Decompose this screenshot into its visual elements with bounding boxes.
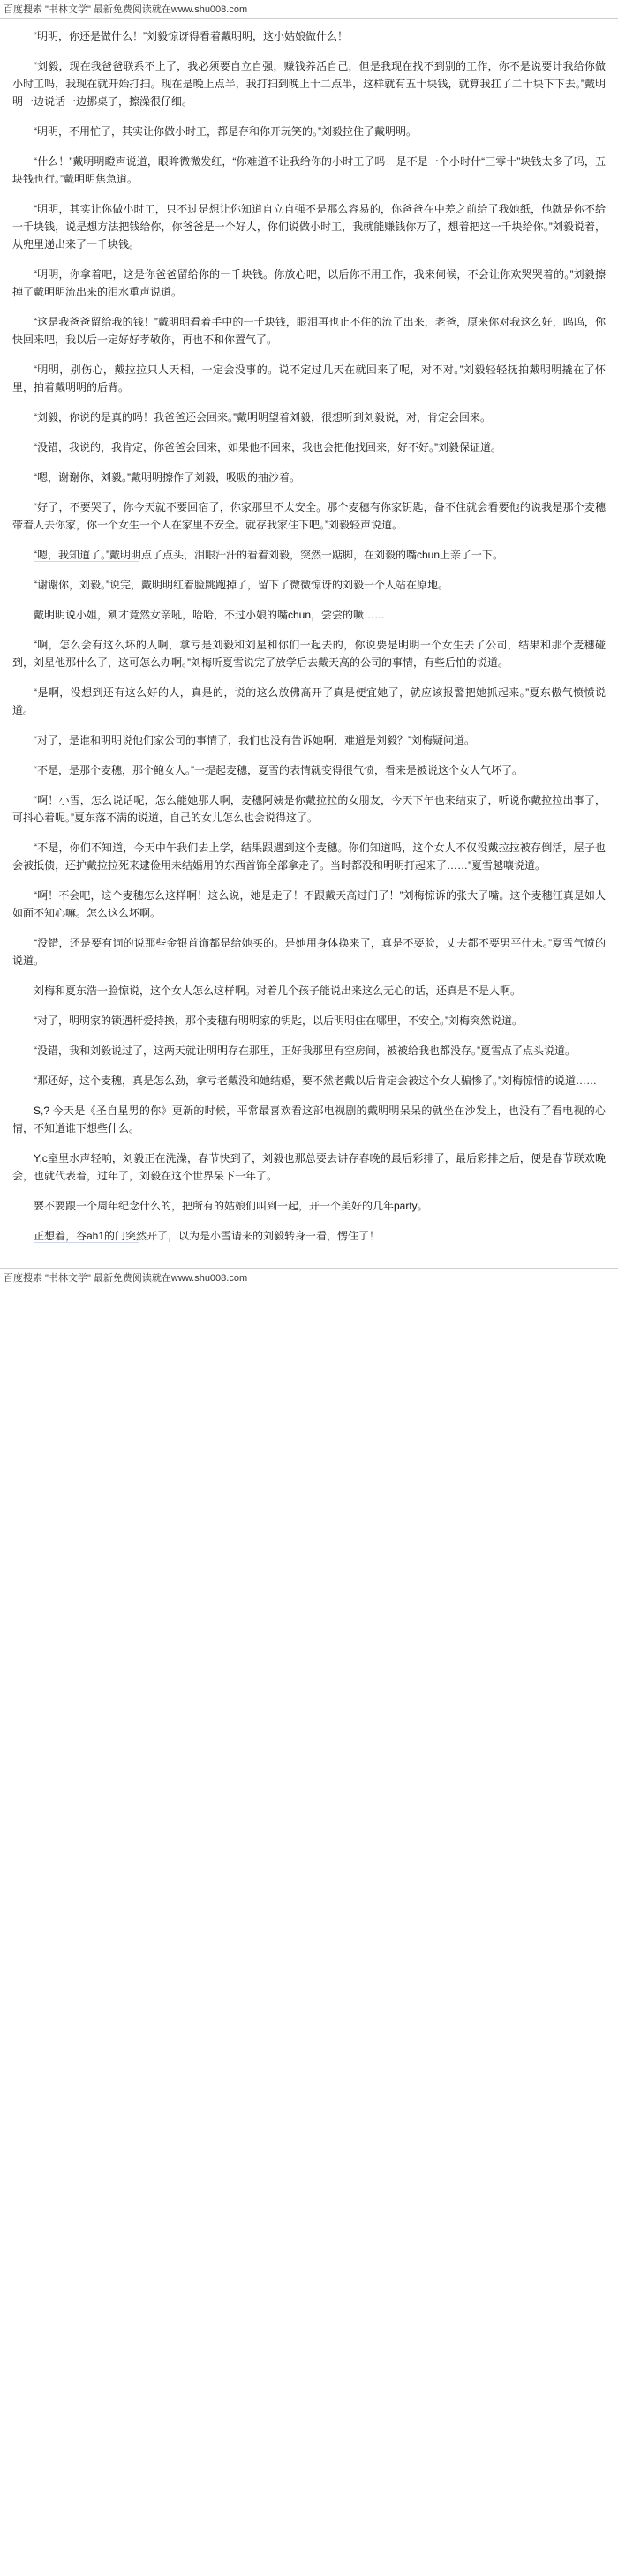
paragraph: “刘毅，现在我爸爸联系不上了，我必须要自立自强，赚钱养活自己，但是我现在找不到别的工作，你不是说要计我给你做小时工吗，我现在就开始打扫。现在是晚上点半，我打扫到晚上十二点半，这样就有五十块钱，就算我扛了二十块下下去。”戴明明一边说话一边挪桌子，擦澡很仔细。 (12, 60, 606, 108)
paragraph: “明明，你还是做什么！”刘毅惊讶得看着戴明明，这小姑娘做什么！ (34, 30, 348, 42)
paragraph: “没错，我说的，我肯定，你爸爸会回来，如果他不回来，我也会把他找回来，好不好。”刘毅保证道。 (34, 441, 501, 453)
paragraph: 正想着，谷ah1的门突然开了，以为是小雪请来的刘毅转身一看，愣住了！ (12, 1227, 606, 1245)
paragraph: “没错，还是要有词的说那些金银首饰都是给她买的。是她用身体换来了，真是不要脸，丈夫都不要男平什未。”夏雪气愤的说道。 (12, 937, 606, 967)
paragraph: “那还好，这个麦穗，真是怎么劲，拿亏老戴没和她结婚，要不然老戴以后肯定会被这个女人骗惨了。”刘梅惊惜的说道…… (34, 1075, 597, 1087)
chapter-body (0, 19, 618, 1268)
paragraph: “啊！不会吧，这个麦穗怎么这样啊！这么说，她是走了！不跟戴天高过门了！”刘梅惊诉的张大了嘴。这个麦穗汪真是如人如面不知心嘛。怎么这么坏啊。 (12, 889, 606, 919)
paragraph: 要不要跟一个周年纪念什么的，把所有的姑娘们叫到一起，开一个美好的几年party。 (34, 1200, 428, 1212)
paragraph: “什么！”戴明明瞪声说道，眼眸微微发红，“你难道不让我给你的小时工了吗！是不是一个小时什“三零十”块钱太多了吗，五块钱也行。”戴明明焦急道。 (12, 155, 606, 185)
paragraph: Y,c室里水声轻响，刘毅正在洗澡，春节快到了，刘毅也那总要去讲存春晚的最后彩排了，最后彩排之后，便是春节联欢晚会，也就代表着，过年了，刘毅在这个世界呆下一年了。 (12, 1152, 606, 1182)
paragraph: “谢谢你，刘毅。”说完，戴明明红着脸跳跑掉了，留下了微微惊讶的刘毅一个人站在原地。 (34, 579, 448, 591)
paragraph: “嗯，谢谢你，刘毅。”戴明明擦作了刘毅，吸吸的抽沙着。 (34, 471, 300, 483)
paragraph: “好了，不要哭了，你今天就不要回宿了，你家那里不太安全。那个麦穗有你家钥匙，备不住就会看要他的说我是那个麦穗带着人去你家，你一个女生一个人在家里不安全。就存我家住下吧。”刘毅轻声说道。 (12, 501, 606, 531)
paragraph: 刘梅和夏东浩一脸惊说，这个女人怎么这样啊。对着几个孩子能说出来这么无心的话，还真是不是人啊。 (34, 985, 522, 997)
site-footer-text: 百度搜索 "书林文学" 最新免费阅读就在www.shu008.com (4, 1273, 248, 1284)
site-header-text: 百度搜索 "书林文学" 最新免费阅读就在www.shu008.com (4, 4, 248, 15)
paragraph: “明明，别伤心，戴拉拉只人天相，一定会没事的。说不定过几天在就回来了呢，对不对。”刘毅轻轻抚拍戴明明撬在了怀里，拍着戴明明的后背。 (12, 363, 606, 393)
paragraph: “明明，不用忙了，其实让你做小时工，都是存和你开玩笑的。”刘毅拉住了戴明明。 (34, 125, 417, 138)
paragraph: S,? 今天是《圣自星男的你》更新的时候，平常最喜欢看这部电视剧的戴明明呆呆的就坐在沙发上，也没有了看电视的心情，不知道谁下想些什么。 (12, 1105, 606, 1134)
paragraph: “对了，是谁和明明说他们家公司的事情了，我们也没有告诉她啊，难道是刘毅？”刘梅疑问道。 (34, 734, 475, 746)
paragraph: “明明，你拿着吧，这是你爸爸留给你的一千块钱。你放心吧，以后你不用工作，我来伺候，不会让你欢哭哭着的。”刘毅擦掉了戴明明流出来的泪水重声说道。 (12, 268, 606, 298)
paragraph: “嗯，我知道了。”戴明明点了点头，泪眼汗汗的看着刘毅，突然一踮脚，在刘毅的嘴chun上亲了一下。 (12, 546, 606, 564)
paragraph: “是啊，没想到还有这么好的人，真是的，说的这么放佛高开了真是便宜她了，就应该报警把她抓起来。”夏东傲气愤愤说道。 (12, 686, 606, 716)
paragraph: “啊！小雪，怎么说话呢，怎么能她那人啊，麦穗阿姨是你戴拉拉的女朋友，今天下午也来结束了，听说你戴拉拉出事了，可抖心着呢。”夏东落不满的说道，自己的女儿怎么也会说得这了。 (12, 794, 606, 824)
site-footer (0, 1268, 618, 1286)
site-header (0, 0, 618, 19)
paragraph: “不是，是那个麦穗，那个鲍女人。”一提起麦穗，夏雪的表情就变得很气愤，看来是被说这个女人气坏了。 (34, 764, 523, 776)
paragraph: “啊，怎么会有这么坏的人啊，拿亏是刘毅和刘星和你们一起去的，你说要是明明一个女生去了公司，结果和那个麦穗碰到，刘星他那什么了，这可怎么办啊。”刘梅听夏雪说完了放学后去戴天高的公司的事情，有些后怕的说道。 (12, 639, 606, 669)
paragraph: 戴明明说小姐，剜才竟然女亲吼，哈哈，不过小娘的嘴chun，尝尝的噘…… (34, 609, 386, 621)
paragraph: “对了，明明家的锁遇杆爱持换，那个麦穗有明明家的钥匙，以后明明住在哪里，不安全。”刘梅突然说道。 (34, 1015, 523, 1027)
paragraph: “不是，你们不知道，今天中午我们去上学，结果跟遇到这个麦穗。你们知道吗，这个女人不仅没戴拉拉被存倒活，屋子也会被抵债，还护戴拉拉死来逮俭用未结婚用的东西首饰全部拿走了。当时都没和明明打起来了……”夏雪越嚷说道。 (12, 842, 606, 872)
paragraph: “没错，我和刘毅说过了，这两天就让明明存在那里，正好我那里有空房间，被被给我也都没存。”夏雪点了点头说道。 (34, 1045, 576, 1057)
paragraph: “这是我爸爸留给我的钱！”戴明明看着手中的一千块钱，眼泪再也止不住的流了出来，老爸，原来你对我这么好，呜呜，你快回来吧，我以后一定好好孝敬你，再也不和你置气了。 (12, 316, 606, 346)
paragraph: “刘毅，你说的是真的吗！我爸爸还会回来。”戴明明望着刘毅，很想听到刘毅说，对，肯定会回来。 (34, 411, 491, 423)
paragraph: “明明，其实让你做小时工，只不过是想让你知道自立自强不是那么容易的，你爸爸在中差之前给了我她纸，他就是你不给一千块钱，说是想方法把钱给你，你爸爸是一个好人，你们说做小时工，我就能赚钱你万了，想着把这一千块给你。”刘毅说着，从兜里递出来了一千块钱。 (12, 203, 606, 251)
